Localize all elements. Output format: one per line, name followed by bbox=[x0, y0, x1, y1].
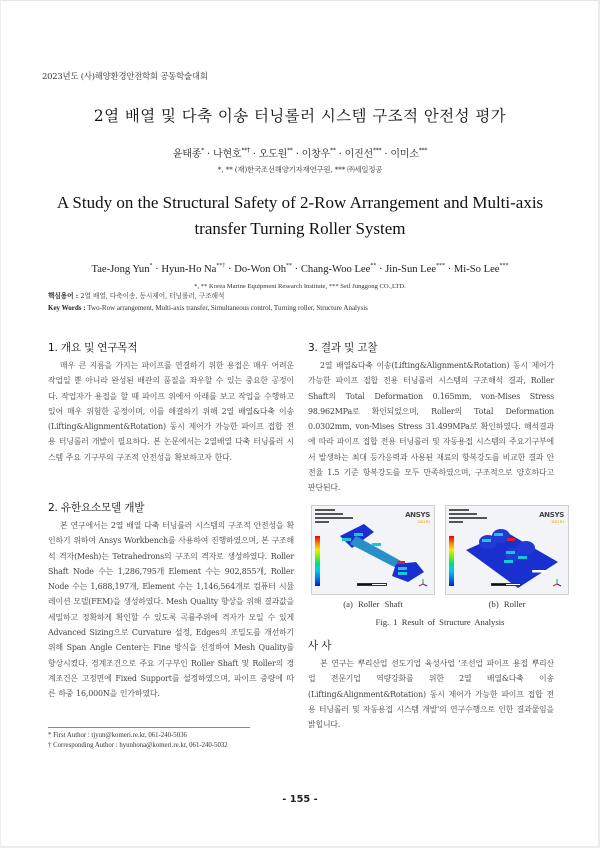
author-name: 이창우 bbox=[301, 149, 331, 160]
section-1-heading: 1. 개요 및 연구목적 bbox=[48, 342, 138, 354]
title-english bbox=[40, 190, 560, 242]
keywords-korean-text: 2열 배열, 다축이송, 동시제어, 터닝롤러, 구조해석 bbox=[80, 292, 225, 300]
author-name: Chang-Woo Lee bbox=[300, 264, 371, 275]
scale-bar bbox=[357, 583, 387, 586]
author-separator: · bbox=[249, 149, 259, 160]
author-name: 이미소 bbox=[390, 149, 419, 160]
roller-wheel bbox=[517, 541, 535, 555]
author-name: Jin-Sun Lee bbox=[385, 264, 437, 275]
author-name: Tae-Jong Yun bbox=[91, 264, 150, 275]
figure-1 bbox=[311, 505, 569, 627]
author-name: 오도원 bbox=[258, 149, 288, 160]
section-2 bbox=[48, 500, 294, 702]
author-affiliation-mark: * bbox=[149, 263, 153, 269]
author-affiliation-mark: **† bbox=[216, 263, 226, 269]
ansys-version: 2021 R1 bbox=[551, 520, 564, 524]
figure-caption: Fig. 1 Result of Structure Analysis bbox=[375, 617, 505, 627]
footnote-divider bbox=[48, 727, 250, 728]
author-separator: · bbox=[292, 264, 301, 275]
section-2-heading: 2. 유한요소모델 개발 bbox=[48, 502, 145, 514]
title-english-line2: transfer Turning Roller System bbox=[194, 219, 406, 238]
probe-label bbox=[506, 551, 515, 554]
author-separator: · bbox=[445, 264, 454, 275]
keywords-block bbox=[48, 290, 568, 314]
acknowledgement bbox=[308, 638, 554, 732]
footnote-corresponding-author: † Corresponding Author : hyunhona@komeri.re.kr, 061-240-5032 bbox=[48, 742, 228, 749]
max-stress-label bbox=[507, 538, 515, 541]
keywords-english-label: Key Words : bbox=[48, 304, 86, 312]
author-affiliation-mark: *** bbox=[499, 263, 509, 269]
keywords-korean bbox=[48, 290, 568, 302]
probe-label bbox=[482, 539, 491, 542]
figure-panel-a-caption: (a) Roller Shaft bbox=[343, 599, 403, 609]
title-english-line1: A Study on the Structural Safety of 2-Row Arrangement and Multi-axis bbox=[56, 193, 544, 212]
section-1 bbox=[48, 340, 294, 465]
footnotes bbox=[48, 731, 228, 751]
author-affiliation-mark: *** bbox=[418, 147, 428, 154]
title-korean: 2열 배열 및 다축 이송 터닝롤러 시스템 구조적 안전성 평가 bbox=[93, 107, 507, 125]
section-3 bbox=[308, 340, 554, 496]
keywords-korean-label: 핵심용어 : bbox=[48, 292, 79, 300]
section-2-body: 본 연구에서는 2열 배열 다축 터닝롤러 시스템의 구조적 안전성을 확인하기 위하여 Ansys Workbench를 사용하여 진행하였으며, 본 구조해석 격자(Mesh)는 Tetrahedrons의 구조의 격자로 생성하였다. Roller Shaft Node 수는 1,286,795개 Element 수는 902,855개, Roller Node 수는 1,688,197개, Element 수는 1,146,564개로 컴퓨터 시뮬레이션 모델(FEM)을 생성하였다. Mesh Quality 향상을 위해 결과값을 세밀하고 정확하게 확인할 수 있도록 곡률주위에 격자가 모일 수 있게 Advanced Sizing으로 Curvature 설정, Edges의 조밀도를 개선하기 위해 Span Angle Center는 Fine 방식을 선정하여 Mesh Quality를 향상시켰다. 경계조건으로 주요 기구부인 Roller Shaft 및 Roller의 경계조건은 고정면에 Fixed Support를 설정하였으며, 파이프 중량에 따른 하중 16,000N을 인가하였다. bbox=[48, 521, 294, 699]
author-name: 윤태종 bbox=[172, 149, 202, 160]
affiliation-english: *, ** Korea Marine Equipment Research Institute, *** Seil Junggong CO.,LTD. bbox=[194, 283, 406, 290]
author-name: Hyun-Ho Na bbox=[161, 264, 217, 275]
author-name: Do-Won Oh bbox=[234, 264, 287, 275]
authors-english bbox=[0, 263, 600, 275]
figure-panel-b-caption: (b) Roller bbox=[488, 599, 526, 609]
probe-label bbox=[494, 533, 503, 536]
author-affiliation-mark: *** bbox=[373, 147, 382, 154]
ansys-logo-text: ANSYS bbox=[539, 511, 564, 519]
figure-panel-roller bbox=[445, 505, 569, 609]
author-separator: · bbox=[381, 149, 391, 160]
keywords-english-text: Two-Row arrangement, Multi-axis transfer, Simultaneous control, Turning roller, Structure Analysis bbox=[87, 304, 368, 312]
roller-analysis-image bbox=[445, 505, 569, 595]
probe-label bbox=[504, 560, 513, 563]
author-affiliation-mark: *** bbox=[436, 263, 446, 269]
axis-triad-icon bbox=[418, 578, 428, 588]
probe-label bbox=[372, 543, 381, 546]
author-separator: · bbox=[376, 264, 386, 275]
ansys-version: 2021 R1 bbox=[417, 520, 430, 524]
author-separator: · bbox=[225, 264, 235, 275]
acknowledgement-body: 본 연구는 뿌리산업 선도기업 육성사업 '조선업 파이프 용접 뿌리산업 전문기업 역량강화를 위한 2열 배열&다축 이송(Lifting&Alignment&Rotation) 동시 제어가 가능한 파이프 접합 전용 터닝롤러 및 자동용접 시스템 개발'의 연구수행으로 인한 결과물임을 밝힙니다. bbox=[308, 659, 554, 730]
figure-panel-roller-shaft bbox=[311, 505, 435, 609]
probe-label bbox=[518, 556, 527, 559]
plate-slot bbox=[532, 570, 546, 573]
acknowledgement-heading: 사 사 bbox=[308, 640, 332, 652]
author-affiliation-mark: ** bbox=[370, 263, 377, 269]
page-number: - 155 - bbox=[282, 794, 318, 805]
author-affiliation-mark: ** bbox=[286, 263, 293, 269]
probe-label bbox=[398, 572, 407, 575]
author-separator: · bbox=[152, 264, 162, 275]
max-stress-label bbox=[397, 561, 405, 564]
section-3-body: 2열 배열&다축 이송(Lifting&Alignment&Rotation) 동시 제어가 가능한 파이프 접합 전용 터닝롤러 시스템의 구조해석 결과, Roller Shaft의 Total Deformation 0.165mm, von-Mises Stress 98.962MPa로 확인되었으며, Roller의 Total Deformation 0.0302mm, von-Mises Stress 31.499MPa로 확인하였다. 해석결과에 따라 파이프 접합 전용 터닝롤러 및 자동용접 시스템의 주요기구부에서 발생하는 최대 등가응력과 사용된 재료의 항복강도를 비교한 결과 안전율 1.5 기준 항복강도를 모두 만족하였으며, 구조적으로 양호하다고 판단된다. bbox=[308, 361, 554, 493]
authors-korean bbox=[0, 145, 600, 160]
author-affiliation-mark: **† bbox=[241, 147, 250, 154]
scale-bar bbox=[491, 583, 521, 586]
keywords-english bbox=[48, 302, 568, 314]
probe-label bbox=[398, 567, 407, 570]
author-separator: · bbox=[335, 149, 345, 160]
author-affiliation-mark: * bbox=[201, 147, 205, 154]
section-1-body: 매우 큰 지름을 가지는 파이프를 연결하기 위한 용접은 매우 어려운 작업일 뿐 아니라 완성된 배관의 품질을 좌우할 수 있는 중요한 공정이다. 작업자가 용접을 할 때 파이프 위에서 아래를 보고 작업을 수행하고 있어 매우 위험한 공정이며, 이를 해결하기 위해 2열 배열&다축 이송 (Lifting&Alignment&Rotation) 동시 제어가 가능한 파이프 접합 전용 터닝롤러 개발이 필요하다. 본 논문에서는 2열배열 다축 터닝롤러 시스템 주요 기구부의 구조적 안전성을 확보하고자 한다. bbox=[48, 361, 294, 462]
roller-shaft-analysis-image bbox=[311, 505, 435, 595]
roller-shaft-model bbox=[312, 506, 435, 595]
ansys-logo-text: ANSYS bbox=[405, 511, 430, 519]
roller-model bbox=[446, 506, 569, 595]
author-separator: · bbox=[292, 149, 302, 160]
conference-header: 2023년도 (사)해양환경안전학회 공동학술대회 bbox=[42, 71, 208, 81]
author-name: 이진선 bbox=[344, 149, 373, 160]
footnote-first-author: * First Author : tjyun@komeri.re.kr, 061-240-5036 bbox=[48, 732, 187, 739]
author-name: 나현호 bbox=[213, 149, 242, 160]
author-affiliation-mark: ** bbox=[330, 147, 336, 154]
section-3-heading: 3. 결과 및 고찰 bbox=[308, 342, 378, 354]
author-separator: · bbox=[204, 149, 213, 160]
axis-triad-icon bbox=[552, 578, 562, 588]
author-name: Mi-So Lee bbox=[453, 264, 500, 275]
author-affiliation-mark: ** bbox=[287, 147, 293, 154]
affiliation-korean: *, ** (재)한국조선해양기자재연구원, *** ㈜세일정공 bbox=[217, 165, 383, 174]
probe-label bbox=[354, 533, 363, 536]
probe-label bbox=[342, 538, 351, 541]
